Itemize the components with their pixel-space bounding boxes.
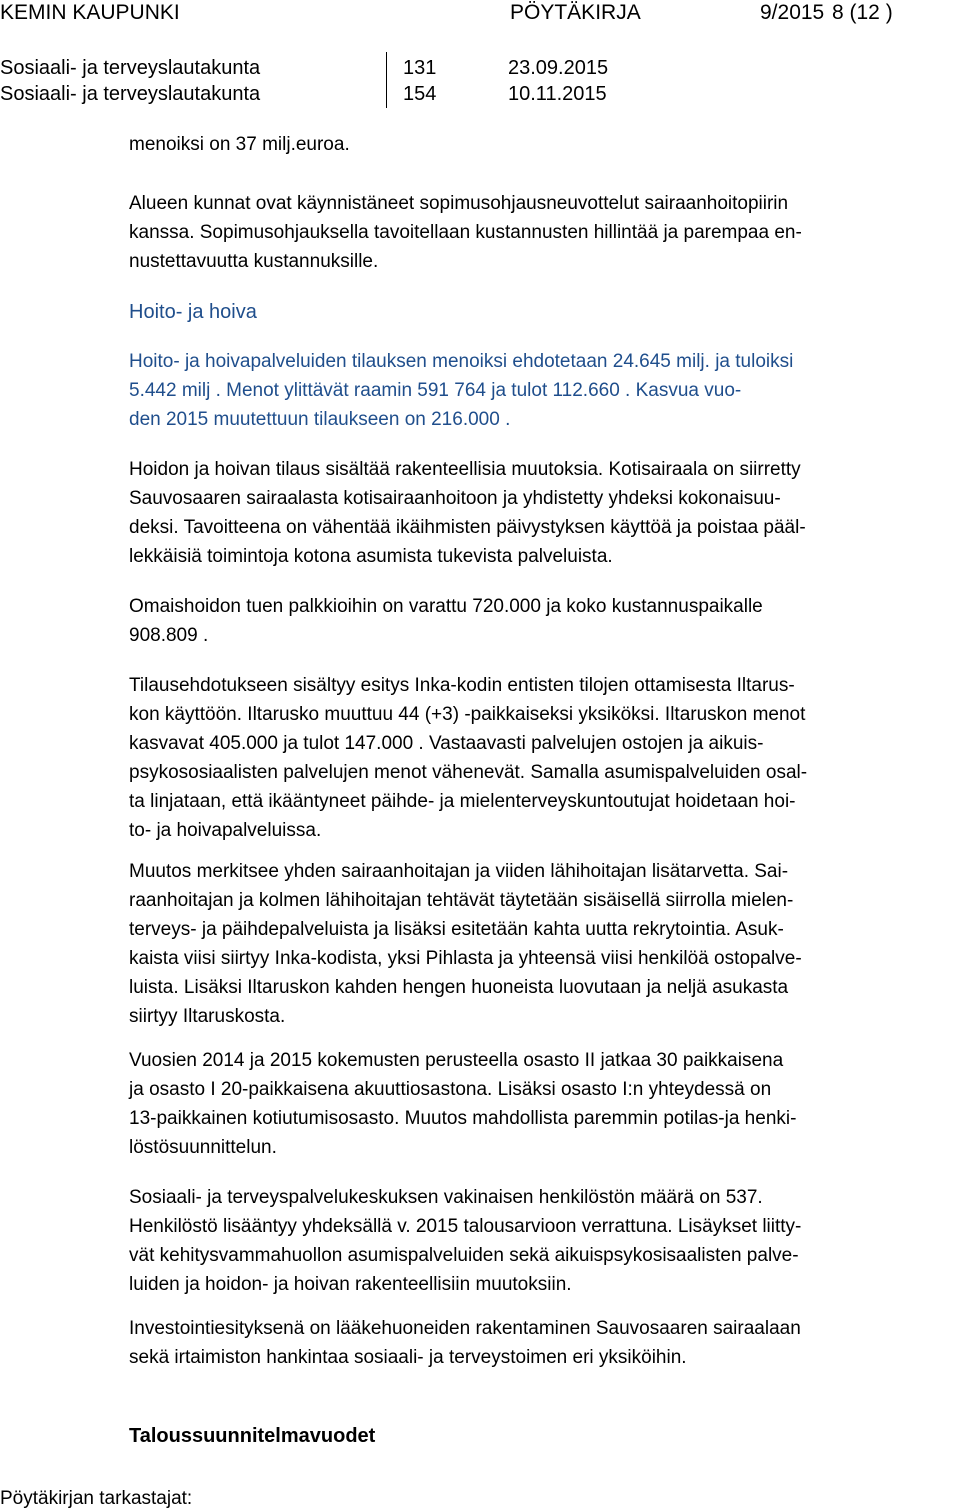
section-heading-hoito: Hoito- ja hoiva bbox=[129, 301, 257, 323]
ref-section-1: 131 bbox=[403, 57, 437, 79]
text-line: Investointiesityksenä on lääkehuoneiden rakentaminen Sauvosaaren sairaalaan bbox=[129, 1318, 801, 1339]
text-line: raanhoitajan ja kolmen lähihoitajan tehtävät täytetään sisäisellä siirrolla mielen- bbox=[129, 890, 794, 911]
ref-date-1: 23.09.2015 bbox=[508, 57, 609, 79]
text-line: Hoidon ja hoivan tilaus sisältää rakenteellisia muutoksia. Kotisairaala on siirretty bbox=[129, 459, 801, 480]
text-line: kaista viisi siirtyy Inka-kodista, yksi Pihlasta ja yhteensä viisi henkilöä ostopalve- bbox=[129, 948, 802, 969]
text-line: 5.442 milj . Menot ylittävät raamin 591 764 ja tulot 112.660 . Kasvua vuo- bbox=[129, 380, 742, 401]
text-line: Tilausehdotukseen sisältyy esitys Inka-kodin entisten tilojen ottamisesta Iltarus- bbox=[129, 675, 795, 696]
page-number: 8 (12 ) bbox=[832, 1, 893, 24]
text-line: sekä irtaimiston hankintaa sosiaali- ja terveystoimen eri yksiköihin. bbox=[129, 1347, 687, 1368]
text-line: deksi. Tavoitteena on vähentää ikäihmisten päivystyksen käyttöä ja poistaa pääl- bbox=[129, 517, 806, 538]
ref-section-2: 154 bbox=[403, 83, 437, 105]
text-line: 908.809 . bbox=[129, 625, 209, 646]
reference-marker bbox=[386, 52, 387, 108]
section-heading-taloussuunnitelma: Taloussuunnitelmavuodet bbox=[129, 1425, 376, 1447]
text-line: 13-paikkainen kotiutumisosasto. Muutos mahdollista paremmin potilas-ja henki- bbox=[129, 1108, 797, 1129]
text-line: Muutos merkitsee yhden sairaanhoitajan ja viiden lähihoitajan lisätarvetta. Sai- bbox=[129, 861, 789, 882]
text-line: nustettavuutta kustannuksille. bbox=[129, 251, 379, 272]
text-line: menoiksi on 37 milj.euroa. bbox=[129, 134, 350, 155]
text-line: ta linjataan, että ikääntyneet päihde- ja mielenterveyskuntoutujat hoidetaan hoi- bbox=[129, 791, 796, 812]
text-line: Henkilöstö lisääntyy yhdeksällä v. 2015 talousarvioon verrattuna. Lisäykset liitty- bbox=[129, 1216, 802, 1237]
text-line: Omaishoidon tuen palkkioihin on varattu 720.000 ja koko kustannuspaikalle bbox=[129, 596, 763, 617]
doc-number: 9/2015 bbox=[760, 1, 825, 24]
text-line: kon käyttöön. Iltarusko muuttuu 44 (+3) -paikkaiseksi yksiköksi. Iltaruskon menot bbox=[129, 704, 806, 725]
text-line: Sauvosaaren sairaalasta kotisairaanhoitoon ja yhdistetty yhdeksi kokonaisuu- bbox=[129, 488, 781, 509]
text-line: luiden ja hoidon- ja hoivan rakenteellisiin muutoksiin. bbox=[129, 1274, 572, 1295]
doc-type: PÖYTÄKIRJA bbox=[510, 1, 641, 24]
footer-reviewers-label: Pöytäkirjan tarkastajat: bbox=[0, 1488, 193, 1509]
text-line: to- ja hoivapalveluissa. bbox=[129, 820, 322, 841]
text-line: lekkäisiä toimintoja kotona asumista tukevista palveluista. bbox=[129, 546, 613, 567]
text-line: luista. Lisäksi Iltaruskon kahden hengen huoneista luovutaan ja neljä asukasta bbox=[129, 977, 789, 998]
text-line: kasvavat 405.000 ja tulot 147.000 . Vastaavasti palvelujen ostojen ja aikuis- bbox=[129, 733, 764, 754]
text-line: ja osasto I 20-paikkaisena akuuttiosastona. Lisäksi osasto I:n yhteydessä on bbox=[129, 1079, 772, 1100]
ref-date-2: 10.11.2015 bbox=[508, 83, 607, 105]
text-line: Vuosien 2014 ja 2015 kokemusten perusteella osasto II jatkaa 30 paikkaisena bbox=[129, 1050, 784, 1071]
text-line: siirtyy Iltaruskosta. bbox=[129, 1006, 286, 1027]
text-line: vät kehitysvammahuollon asumispalveluiden sekä aikuispsykosisaalisten palve- bbox=[129, 1245, 799, 1266]
text-line: löstösuunnittelun. bbox=[129, 1137, 277, 1158]
org-name: KEMIN KAUPUNKI bbox=[0, 1, 180, 24]
text-line: kanssa. Sopimusohjauksella tavoitellaan kustannusten hillintää ja parempaa en- bbox=[129, 222, 802, 243]
ref-board-2: Sosiaali- ja terveyslautakunta bbox=[0, 83, 261, 105]
text-line: psykososiaalisten palvelujen menot vähenevät. Samalla asumispalveluiden osal- bbox=[129, 762, 808, 783]
text-line: Sosiaali- ja terveyspalvelukeskuksen vakinaisen henkilöstön määrä on 537. bbox=[129, 1187, 763, 1208]
text-line: terveys- ja päihdepalveluista ja lisäksi esitetään kahta uutta rekrytointia. Asuk- bbox=[129, 919, 784, 940]
text-line: Alueen kunnat ovat käynnistäneet sopimusohjausneuvottelut sairaanhoitopiirin bbox=[129, 193, 789, 214]
text-line: Hoito- ja hoivapalveluiden tilauksen menoiksi ehdotetaan 24.645 milj. ja tuloiksi bbox=[129, 351, 794, 372]
ref-board-1: Sosiaali- ja terveyslautakunta bbox=[0, 57, 261, 79]
text-line: den 2015 muutettuun tilaukseen on 216.000 . bbox=[129, 409, 511, 430]
